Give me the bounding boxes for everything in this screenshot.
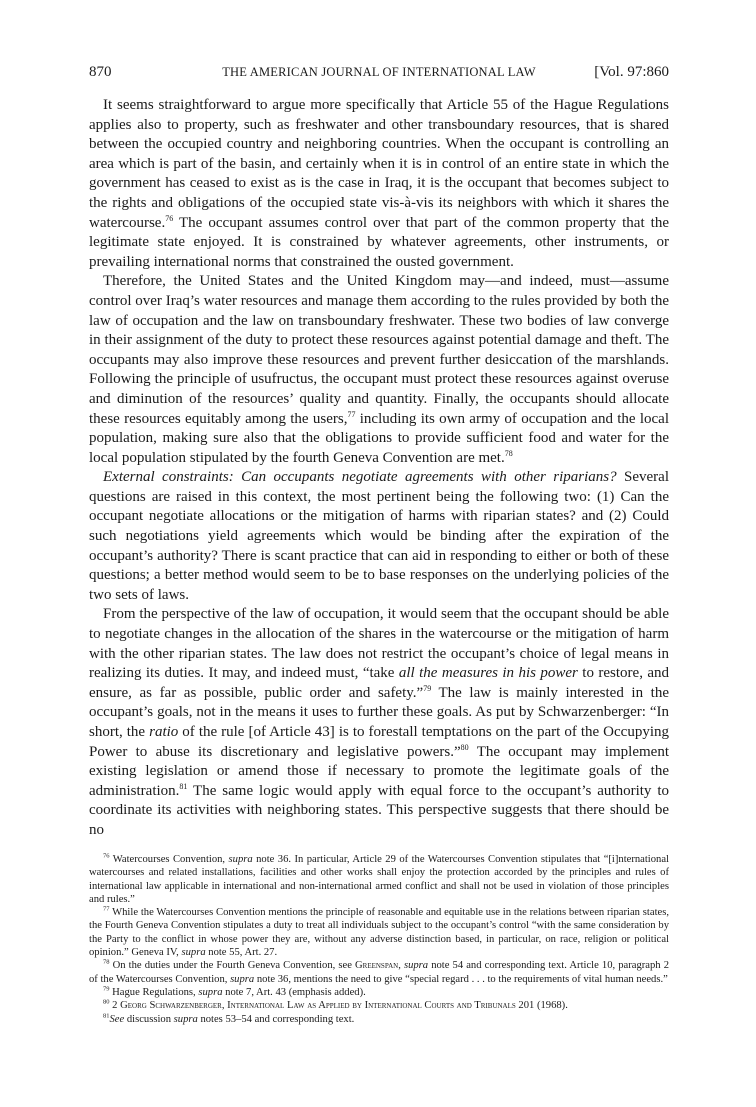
footnote-80: $^{80}$ 2 Georg Schwarzenberger, International Law as Applied by International Courts and Tribunals 201 (1968). (103, 998, 568, 1012)
footnote-77: $^{77}$ While the Watercourses Convention mentions the principle of reasonable and equitable use in the relations between riparian states, the Fourth Geneva Convention stipulates a duty to treat all individuals subject to the occupant’s control “with the same consideration by the Party to the conflict in whose power they are, without any adverse distinction based, in particular, on race, religion or political opinion.” Geneva IV, supra note 55, Art. 27. (89, 905, 669, 959)
footnote-76: $^{76}$ Watercourses Convention, supra note 36. In particular, Article 29 of the Watercourses Convention stipulates that “[i]nternational watercourses and related installations, facilities and other works shall enjoy the protection accorded by the principles and rules of international law applicable in international and non-international armed conflict and shall not be used in violation of those principles and rules.” (89, 852, 669, 905)
footnote-ref-78[interactable]: 78 (504, 448, 513, 458)
running-header (89, 64, 669, 84)
paragraph-3: External constraints: Can occupants negotiate agreements with other riparians? Several questions are raised in this context, the most pertinent being the following two: (1) Can the occupant negotiate allocations or the mitigation of harms with riparian states? and (2) Could such negotiations yield agreements which would be binding after the expiration of the occupant’s authority? There is scant practice that can aid in responding to either or both of these questions; a better method would seem to be to base responses on the underlying policies of the two sets of laws. (89, 469, 670, 603)
section-heading-external-constraints: External constraints: Can occupants negotiate agreements with other riparians? (103, 469, 617, 486)
page-number: 870 (89, 64, 112, 80)
footnote-78: $^{78}$ On the duties under the Fourth Geneva Convention, see Greenspan, supra note 54 and corresponding text. Article 10, paragraph 2 of the Watercourses Convention, supra note 36, mentions the need to give “special regard . . . to the requirements of vital human needs.” (89, 958, 669, 985)
paragraph-1: It seems straightforward to argue more specifically that Article 55 of the Hague Regulations applies also to property, such as freshwater and other transboundary resources, that is shared between the occupied country and neighboring countries. When the occupant is controlling an area which is part of the basin, and certainly when it is in control of an entire state in which the government has ceased to exist as is the case in Iraq, it is the occupant that becomes subject to the rights and obligations of the occupied state vis-à-vis its neighbors with which it shares the watercourse.$^{76}$ The occupant assumes control over that part of the common property that the legitimate state enjoyed. It is constrained by whatever agreements, other instruments, or prevailing international norms that constrained the ousted government. (89, 97, 669, 270)
footnote-79: $^{79}$ Hague Regulations, supra note 7, Art. 43 (emphasis added). (103, 985, 366, 998)
volume-reference: [Vol. 97:860 (594, 64, 669, 80)
footnote-ref-76[interactable]: 76 (165, 213, 174, 223)
footnotes (89, 853, 669, 1026)
footnote-ref-81[interactable]: 81 (179, 781, 188, 791)
footnote-ref-77[interactable]: 77 (347, 409, 356, 419)
paragraph-4: From the perspective of the law of occupation, it would seem that the occupant should be able to negotiate changes in the allocation of the shares in the watercourse or the mitigation of harm with the other riparian states. The law does not restrict the occupant’s choice of legal means in realizing its duties. It may, and indeed must, “take all the measures in his power to restore, and ensure, as far as possible, public order and safety.”$^{79}$ The law is mainly interested in the occupant’s goals, not in the means it uses to further these goals. As put by Schwarzenberger: “In short, the ratio of the rule [of Article 43] is to forestall temptations on the part of the Occupying Power to abuse its discretionary and legislative powers.”$^{80}$ The occupant may implement existing legislation or amend those if necessary to promote the legitimate goals of the administration.$^{81}$ The same logic would apply with equal force to the occupant’s authority to coordinate its activities with neighboring states. This perspective suggests that there should be no (89, 606, 670, 838)
footnote-ref-79[interactable]: 79 (423, 683, 432, 693)
main-text (89, 96, 669, 841)
footnote-ref-80[interactable]: 80 (460, 742, 469, 752)
journal-title: THE AMERICAN JOURNAL OF INTERNATIONAL LAW (222, 65, 536, 79)
footnote-81: $^{81}$See discussion supra notes 53–54 and corresponding text. (103, 1012, 355, 1025)
paragraph-2: Therefore, the United States and the United Kingdom may—and indeed, must—assume control over Iraq’s water resources and manage them according to the rules provided by both the law of occupation and the law on transboundary freshwater. These two bodies of law converge in their assignment of the duty to protect these resources against potential damage and theft. The occupants may also improve these resources and prevent further desiccation of the marshlands. Following the principle of usufructus, the occupant must protect these resources against overuse and diminution of the resources’ quality and quantity. Finally, the occupants should allocate these resources equitably among the users,$^{77}$ including its own army of occupation and the local population, making sure also that the obligations to provide sufficient food and water for the local population stipulated by the fourth Geneva Convention are met.$^{78}$ (89, 273, 670, 466)
